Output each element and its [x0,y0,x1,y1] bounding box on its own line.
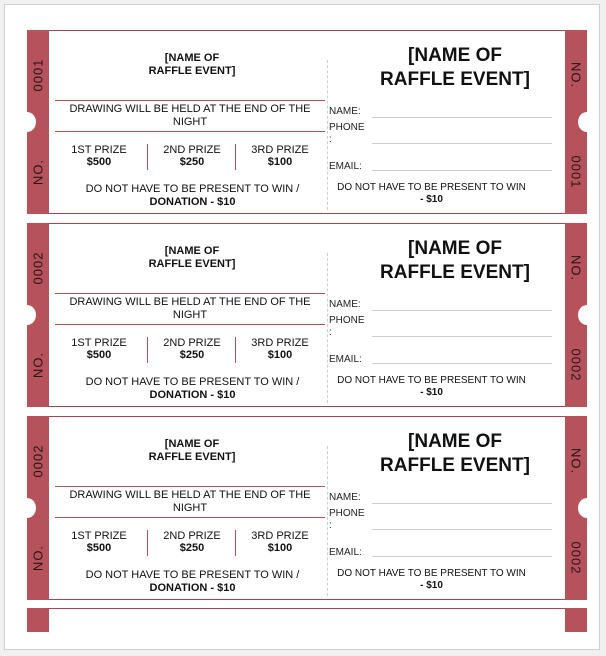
prize-list [55,530,325,556]
perforation-notch [578,112,596,132]
name-field[interactable] [372,117,552,118]
email-field[interactable] [372,170,552,171]
event-name-line: RAFFLE EVENT] [148,65,236,77]
drawing-rule [55,324,325,325]
terms-left [55,376,330,402]
ticket-number: 0001 [568,155,584,189]
name-label: NAME: [329,299,361,310]
drawing-notice [55,486,325,515]
prize-label: 1ST PRIZE [71,337,127,349]
prize-first [55,337,143,363]
perforation-notch [18,112,36,132]
prize-label: 3RD PRIZE [251,530,309,542]
donation-price: DONATION - $10 [149,582,236,594]
event-name-large [355,44,555,92]
drawing-rule [55,131,325,132]
event-name-large [355,237,555,285]
prize-list [55,337,325,363]
donation-price: - $10 [420,194,443,205]
drawing-line: DRAWING WILL BE HELD AT THE END OF THE [69,103,311,115]
ticket-number: 0002 [568,541,584,575]
phone-label: PHONE [329,122,365,133]
email-field[interactable] [372,556,552,557]
email-label: EMAIL: [329,354,362,365]
terms-right [329,375,534,399]
terms-line: DO NOT HAVE TO BE PRESENT TO WIN [337,182,526,193]
drawing-line: NIGHT [172,116,208,128]
event-name-small [107,438,277,464]
terms-line: DO NOT HAVE TO BE PRESENT TO WIN / [85,376,300,388]
prize-amount: $500 [86,156,112,168]
terms-line: DO NOT HAVE TO BE PRESENT TO WIN [337,375,526,386]
phone-field[interactable] [372,336,552,337]
prize-amount: $100 [267,349,293,361]
tear-divider [327,253,328,403]
terms-left [55,569,330,595]
right-stub [565,223,587,407]
prize-first [55,144,143,170]
terms-right [329,182,534,206]
prize-amount: $250 [179,156,205,168]
prize-third [235,530,324,556]
event-name-line: RAFFLE EVENT] [148,258,236,270]
phone-field[interactable] [372,529,552,530]
event-name-line: [NAME OF [408,45,502,66]
perforation-notch [578,305,596,325]
prize-second [147,530,236,556]
event-name-line: RAFFLE EVENT] [380,69,530,90]
left-stub [27,223,49,407]
prize-amount: $100 [267,156,293,168]
prize-first [55,530,143,556]
perforation-notch [18,498,36,518]
name-field[interactable] [372,503,552,504]
drawing-line: NIGHT [172,309,208,321]
event-name-line: RAFFLE EVENT] [380,262,530,283]
terms-right [329,568,534,592]
event-name-line: RAFFLE EVENT] [380,455,530,476]
prize-label: 2ND PRIZE [163,337,221,349]
event-name-small [107,52,277,78]
event-name-line: RAFFLE EVENT] [148,451,236,463]
email-label: EMAIL: [329,547,362,558]
name-label: NAME: [329,106,361,117]
prize-list [55,144,325,170]
prize-label: 3RD PRIZE [251,337,309,349]
ticket-number: 0002 [568,348,584,382]
right-stub [565,30,587,214]
raffle-ticket-sheet [4,4,600,650]
ticket-number: 0002 [30,251,46,285]
right-stub [565,416,587,600]
ticket-number-label: NO. [568,447,584,475]
raffle-ticket [27,416,587,600]
phone-label: PHONE [329,315,365,326]
event-name-line: [NAME OF [164,438,220,450]
phone-colon: : [329,327,332,338]
drawing-notice [55,100,325,129]
left-stub [27,30,49,214]
ticket-number: 0001 [30,58,46,92]
ticket-number: 0002 [30,444,46,478]
left-stub [27,416,49,600]
ticket-top-rule [47,608,565,609]
phone-label: PHONE [329,508,365,519]
name-field[interactable] [372,310,552,311]
donation-price: - $10 [420,387,443,398]
ticket-number-label: NO. [30,351,46,379]
perforation-notch [18,305,36,325]
prize-amount: $250 [179,542,205,554]
drawing-notice [55,293,325,322]
ticket-number-label: NO. [30,158,46,186]
tear-divider [327,60,328,210]
terms-left [55,183,330,209]
drawing-line: NIGHT [172,502,208,514]
donation-price: DONATION - $10 [149,389,236,401]
prize-label: 3RD PRIZE [251,144,309,156]
phone-field[interactable] [372,143,552,144]
raffle-ticket [27,223,587,407]
event-name-line: [NAME OF [164,245,220,257]
name-label: NAME: [329,492,361,503]
donation-price: DONATION - $10 [149,196,236,208]
prize-amount: $500 [86,349,112,361]
prize-third [235,144,324,170]
phone-colon: : [329,520,332,531]
email-field[interactable] [372,363,552,364]
ticket-number-label: NO. [30,544,46,572]
drawing-rule [55,517,325,518]
next-ticket-edge [27,608,587,632]
event-name-line: [NAME OF [408,238,502,259]
phone-colon: : [329,134,332,145]
prize-third [235,337,324,363]
prize-label: 1ST PRIZE [71,144,127,156]
ticket-number-label: NO. [568,61,584,89]
prize-label: 2ND PRIZE [163,144,221,156]
tear-divider [327,446,328,596]
terms-line: DO NOT HAVE TO BE PRESENT TO WIN / [85,569,300,581]
ticket-number-label: NO. [568,254,584,282]
event-name-line: [NAME OF [164,52,220,64]
prize-amount: $500 [86,542,112,554]
event-name-line: [NAME OF [408,431,502,452]
prize-second [147,337,236,363]
donation-price: - $10 [420,580,443,591]
drawing-line: DRAWING WILL BE HELD AT THE END OF THE [69,296,311,308]
prize-amount: $250 [179,349,205,361]
email-label: EMAIL: [329,161,362,172]
prize-second [147,144,236,170]
prize-label: 1ST PRIZE [71,530,127,542]
event-name-large [355,430,555,478]
left-stub [27,608,49,632]
right-stub [565,608,587,632]
terms-line: DO NOT HAVE TO BE PRESENT TO WIN [337,568,526,579]
prize-amount: $100 [267,542,293,554]
terms-line: DO NOT HAVE TO BE PRESENT TO WIN / [85,183,300,195]
event-name-small [107,245,277,271]
prize-label: 2ND PRIZE [163,530,221,542]
raffle-ticket [27,30,587,214]
perforation-notch [578,498,596,518]
drawing-line: DRAWING WILL BE HELD AT THE END OF THE [69,489,311,501]
